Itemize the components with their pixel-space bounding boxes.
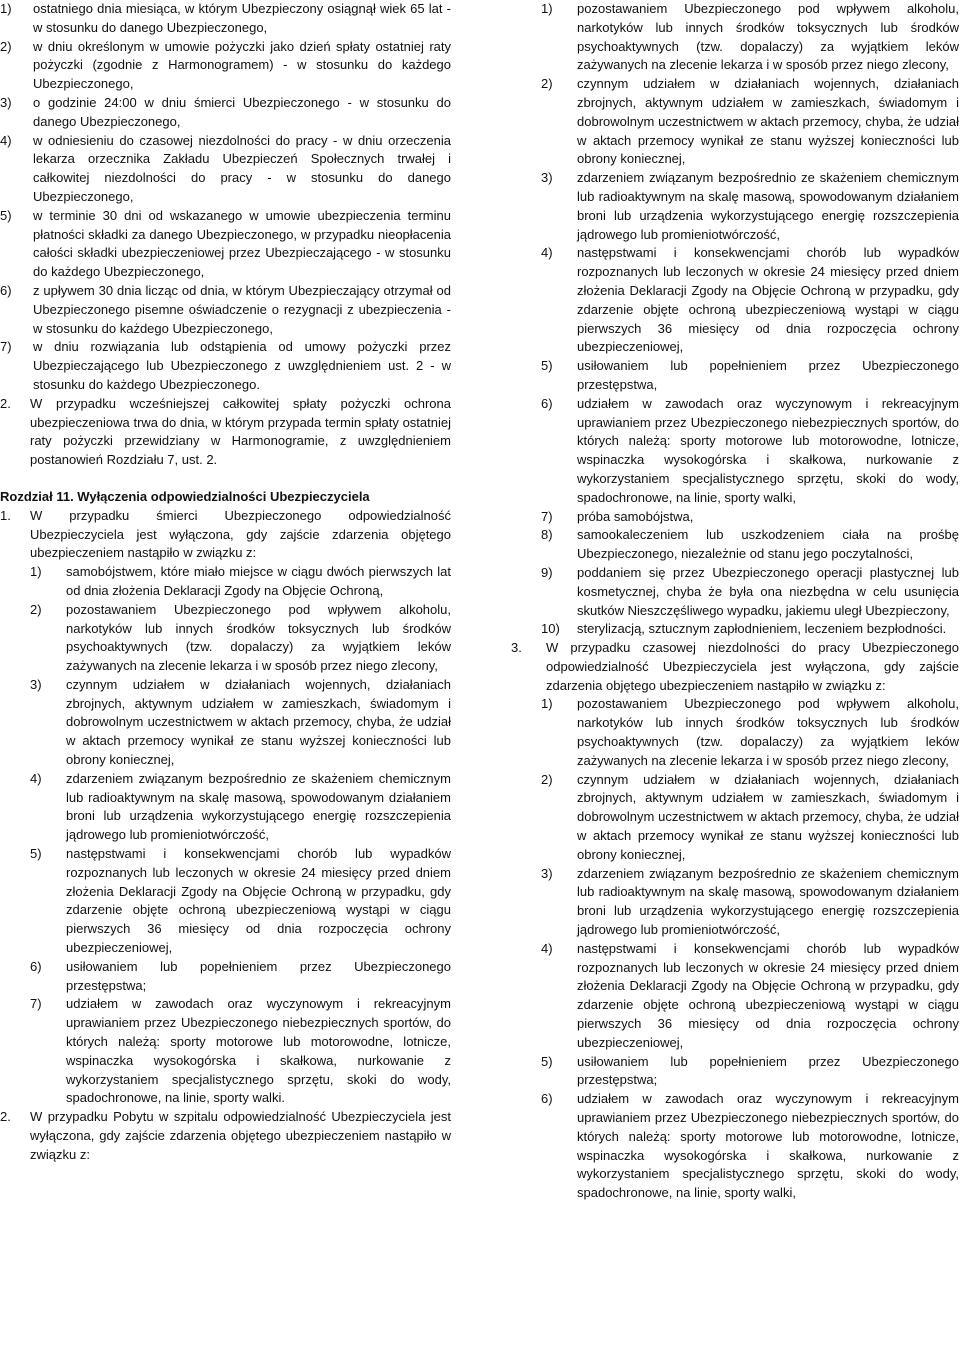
paragraph-2 <box>0 395 451 470</box>
list-item <box>541 620 959 639</box>
item-number: 9) <box>541 564 553 580</box>
item-text: następstwami i konsekwencjami chorób lub wypadków rozpoznanych lub leczonych w okresie 24 miesięcy przed dniem złożenia Deklaracji Zgody na Objęcie Ochroną w przypadku, gdy zdarzenie objęte ochroną ubezpieczeniową wystąpi w ciągu pierwszych 36 miesięcy od dnia rozpoczęcia ochrony ubezpieczeniowej, <box>577 940 959 1050</box>
item-text: czynnym udziałem w działaniach wojennych, działaniach zbrojnych, aktywnym udziałem w zamieszkach, świadomym i dobrowolnym uczestnictwem w aktach przemocy, chyba, że udział w aktach przemocy wynikał ze stanu wyższej konieczności lub obrony koniecznej, <box>577 771 959 862</box>
list-item <box>541 564 959 620</box>
list-item <box>30 770 451 845</box>
item-text: ostatniego dnia miesiąca, w którym Ubezpieczony osiągnął wiek 65 lat - w stosunku do danego Ubezpieczonego, <box>33 1 451 35</box>
list-item <box>541 357 959 395</box>
item-text: usiłowaniem lub popełnieniem przez Ubezpieczonego przestępstwa, <box>577 358 959 392</box>
item-text: samobójstwem, które miało miejsce w ciągu dwóch pierwszych lat od dnia złożenia Deklaracji Zgody na Objęcie Ochroną, <box>66 564 451 598</box>
paragraph-text: W przypadku śmierci Ubezpieczonego odpowiedzialność Ubezpieczyciela jest wyłączona, gdy zajście zdarzenia objętego ubezpieczeniem nastąpiło w związku z: <box>30 507 451 561</box>
list-item <box>0 38 451 94</box>
item-text: czynnym udziałem w działaniach wojennych, działaniach zbrojnych, aktywnym udziałem w zamieszkach, świadomym i dobrowolnym uczestnictwem w aktach przemocy, chyba, że udział w aktach przemocy wynikał ze stanu wyższej konieczności lub obrony koniecznej, <box>66 676 451 768</box>
list-item <box>30 995 451 1108</box>
item-text: następstwami i konsekwencjami chorób lub wypadków rozpoznanych lub leczonych w okresie 24 miesięcy przed dniem złożenia Deklaracji Zgody na Objęcie Ochroną w przypadku, gdy zdarzenie objęte ochroną ubezpieczeniową wystąpi w ciągu pierwszych 36 miesięcy od dnia rozpoczęcia ochrony ubezpieczeniowej, <box>577 245 959 355</box>
item-number: 7) <box>541 508 553 524</box>
item-number: 3) <box>30 676 42 692</box>
item-text: udziałem w zawodach oraz wyczynowym i rekreacyjnym uprawianiem przez Ubezpieczonego niebezpiecznych sportów, do których należą: sporty motorowe lub motorowodne, lotnicze, wspinaczka wysokogórska i skałkowa, nurkowanie z wykorzystaniem specjalistycznego sprzętu, skoki do wody, spadochronowe, na linie, sporty walki, <box>577 395 959 505</box>
item-number: 5) <box>30 846 42 862</box>
item-number: 2) <box>0 38 12 54</box>
left-column <box>0 0 451 1165</box>
paragraph-2-hospital <box>0 1108 451 1164</box>
item-number: 4) <box>541 245 553 261</box>
item-text: w odniesieniu do czasowej niezdolności do pracy - w dniu orzeczenia lekarza orzecznika Zakładu Ubezpieczeń Społecznych trwałej i całkowitej niezdolności do pracy - w stosunku do danego Ubezpieczonego, <box>33 132 451 204</box>
paragraph-number: 1. <box>0 507 11 523</box>
item-number: 4) <box>0 132 12 148</box>
list-item <box>541 0 959 75</box>
item-text: zdarzeniem związanym bezpośrednio ze skażeniem chemicznym lub radioaktywnym na skalę masową, spowodowanym działaniem broni lub urządzenia wykorzystującego energię rozszczepienia jądrowego lub promieniotwórczość, <box>66 770 451 843</box>
item-number: 5) <box>0 207 12 223</box>
item-number: 3) <box>541 170 553 186</box>
list-item <box>541 771 959 865</box>
paragraph-text: W przypadku Pobytu w szpitalu odpowiedzialność Ubezpieczyciela jest wyłączona, gdy zajście zdarzenia objętego ubezpieczeniem nastąpiło w związku z: <box>30 1109 451 1162</box>
item-text: w dniu określonym w umowie pożyczki jako dzień spłaty ostatniej raty pożyczki (zgodnie z Harmonogramem) - w stosunku do każdego Ubezpieczonego, <box>33 38 451 92</box>
item-number: 6) <box>30 958 42 974</box>
list-item <box>0 338 451 394</box>
list-exclusions-incapacity <box>511 695 959 1203</box>
list-item <box>30 958 451 996</box>
list-item <box>541 508 959 527</box>
item-number: 2) <box>30 601 42 617</box>
item-text: próba samobójstwa, <box>577 508 694 524</box>
item-text: samookaleczeniem lub uszkodzeniem ciała na prośbę Ubezpieczonego, niezależnie od stanu jego poczytalności, <box>577 527 959 562</box>
item-text: pozostawaniem Ubezpieczonego pod wpływem alkoholu, narkotyków lub innych środków toksycznych lub środków psychoaktywnych (tzw. dopalaczy) za wyjątkiem leków zażywanych na zlecenie lekarza i w sposób przez niego zlecony, <box>577 696 959 768</box>
list-item <box>30 563 451 601</box>
list-item <box>0 132 451 207</box>
list-item <box>541 940 959 1053</box>
list-item <box>541 1053 959 1091</box>
list-item <box>30 601 451 676</box>
list-item <box>541 244 959 357</box>
item-text: zdarzeniem związanym bezpośrednio ze skażeniem chemicznym lub radioaktywnym na skalę masową, spowodowanym działaniem broni lub urządzenia wykorzystującego energię rozszczepienia jądrowego lub promieniotwórczość, <box>577 865 959 938</box>
item-text: o godzinie 24:00 w dniu śmierci Ubezpieczonego - w stosunku do danego Ubezpieczonego, <box>33 94 451 129</box>
list-termination <box>0 0 451 395</box>
item-number: 10) <box>541 621 560 637</box>
item-number: 7) <box>0 339 12 355</box>
item-text: następstwami i konsekwencjami chorób lub wypadków rozpoznanych lub leczonych w okresie 24 miesięcy przed dniem złożenia Deklaracji Zgody na Objęcie Ochroną w przypadku, gdy zdarzenie objęte ochroną ubezpieczeniową wystąpi w ciągu pierwszych 36 miesięcy od dnia rozpoczęcia ochrony ubezpieczeniowej, <box>66 846 451 956</box>
list-item <box>541 526 959 564</box>
paragraph-number: 2. <box>0 1109 11 1125</box>
item-number: 4) <box>30 770 42 786</box>
list-item <box>0 0 451 38</box>
item-text: usiłowaniem lub popełnieniem przez Ubezpieczonego przestępstwa; <box>577 1053 959 1088</box>
list-item <box>541 695 959 770</box>
list-item <box>0 282 451 338</box>
list-item <box>541 169 959 244</box>
list-item <box>30 676 451 770</box>
item-number: 2) <box>541 76 553 92</box>
list-item <box>541 865 959 940</box>
item-text: udziałem w zawodach oraz wyczynowym i rekreacyjnym uprawianiem przez Ubezpieczonego niebezpiecznych sportów, do których należą: sporty motorowe lub motorowodne, lotnicze, wspinaczka wysokogórska i skałkowa, nurkowanie z wykorzystaniem specjalistycznego sprzętu, skoki do wody, spadochronowe, na linie, sporty walki, <box>577 1091 959 1201</box>
item-text: sterylizacją, sztucznym zapłodnieniem, leczeniem bezpłodności. <box>577 621 947 637</box>
paragraph-text: W przypadku czasowej niezdolności do pracy Ubezpieczonego odpowiedzialność Ubezpieczyciela jest wyłączona, gdy zajście zdarzenia objętego ubezpieczeniem nastąpiło w związku z: <box>546 640 959 693</box>
item-text: z upływem 30 dnia licząc od dnia, w którym Ubezpieczający otrzymał od Ubezpieczonego pisemne oświadczenie o rezygnacji z ubezpieczenia - w stosunku do każdego Ubezpieczonego, <box>33 282 451 336</box>
list-item <box>541 75 959 169</box>
item-text: w dniu rozwiązania lub odstąpienia od umowy pożyczki przez Ubezpieczającego lub Ubezpieczonego z uwzględnieniem ust. 2 - w stosunku do każdego Ubezpieczonego. <box>33 339 451 392</box>
item-number: 5) <box>541 358 553 374</box>
item-number: 1) <box>541 1 553 16</box>
item-text: pozostawaniem Ubezpieczonego pod wpływem alkoholu, narkotyków lub innych środków toksycznych lub środków psychoaktywnych (tzw. dopalaczy) za wyjątkiem leków zażywanych na zlecenie lekarza i w sposób przez niego zlecony, <box>66 601 451 674</box>
item-number: 1) <box>541 696 553 712</box>
paragraph-3 <box>511 639 959 695</box>
item-text: usiłowaniem lub popełnieniem przez Ubezpieczonego przestępstwa; <box>66 958 451 993</box>
item-text: w terminie 30 dni od wskazanego w umowie ubezpieczenia terminu płatności składki za danego Ubezpieczonego, w przypadku nieopłacenia całości składki ubezpieczeniowej przez Ubezpieczającego - w stosunku do każdego Ubezpieczonego, <box>33 207 451 280</box>
item-number: 6) <box>0 282 12 298</box>
right-column <box>511 0 959 1203</box>
item-text: zdarzeniem związanym bezpośrednio ze skażeniem chemicznym lub radioaktywnym na skalę masową, spowodowanym działaniem broni lub urządzenia wykorzystującego energię rozszczepienia jądrowego lub promieniotwórczość, <box>577 170 959 242</box>
item-text: udziałem w zawodach oraz wyczynowym i rekreacyjnym uprawianiem przez Ubezpieczonego niebezpiecznych sportów, do których należą: sporty motorowe lub motorowodne, lotnicze, wspinaczka wysokogórska i skałkowa, nurkowanie z wykorzystaniem specjalistycznego sprzętu, skoki do wody, spadochronowe, na linie, sporty walki. <box>66 996 451 1106</box>
chapter-heading: Rozdział 11. Wyłączenia odpowiedzialności Ubezpieczyciela <box>0 488 370 504</box>
list-exclusions-death <box>0 563 451 1108</box>
list-item <box>541 1090 959 1203</box>
item-number: 6) <box>541 1091 553 1107</box>
item-number: 1) <box>0 1 12 16</box>
item-number: 6) <box>541 395 553 411</box>
paragraph-text: W przypadku wcześniejszej całkowitej spłaty pożyczki ochrona ubezpieczeniowa trwa do dnia, w którym przypada termin spłaty ostatniej raty pożyczki przewidziany w Harmonogramie, z uwzględnieniem postanowień Rozdziału 7, ust. 2. <box>30 395 451 468</box>
item-number: 1) <box>30 564 42 580</box>
list-item <box>541 395 959 508</box>
item-text: poddaniem się przez Ubezpieczonego operacji plastycznej lub kosmetycznej, chyba że była ona niezbędna w celu usunięcia skutków Nieszczęśliwego wypadku, jakiemu uległ Ubezpieczony, <box>577 564 959 618</box>
item-number: 8) <box>541 527 553 543</box>
list-item <box>0 207 451 282</box>
item-text: czynnym udziałem w działaniach wojennych, działaniach zbrojnych, aktywnym udziałem w zamieszkach, świadomym i dobrowolnym uczestnictwem w aktach przemocy, chyba, że udział w aktach przemocy wynikał ze stanu wyższej konieczności lub obrony koniecznej, <box>577 76 959 167</box>
item-number: 4) <box>541 940 553 956</box>
paragraph-1 <box>0 507 451 563</box>
item-number: 3) <box>541 865 553 881</box>
item-text: pozostawaniem Ubezpieczonego pod wpływem alkoholu, narkotyków lub innych środków toksycznych lub środków psychoaktywnych (tzw. dopalaczy) za wyjątkiem leków zażywanych na zlecenie lekarza i w sposób przez niego zlecony, <box>577 1 959 73</box>
paragraph-number: 3. <box>511 640 522 656</box>
item-number: 3) <box>0 94 12 110</box>
list-exclusions-hospital <box>511 0 959 639</box>
paragraph-number: 2. <box>0 395 11 411</box>
item-number: 7) <box>30 996 42 1012</box>
item-number: 5) <box>541 1053 553 1069</box>
list-item <box>30 845 451 958</box>
item-number: 2) <box>541 771 553 787</box>
list-item <box>0 94 451 132</box>
